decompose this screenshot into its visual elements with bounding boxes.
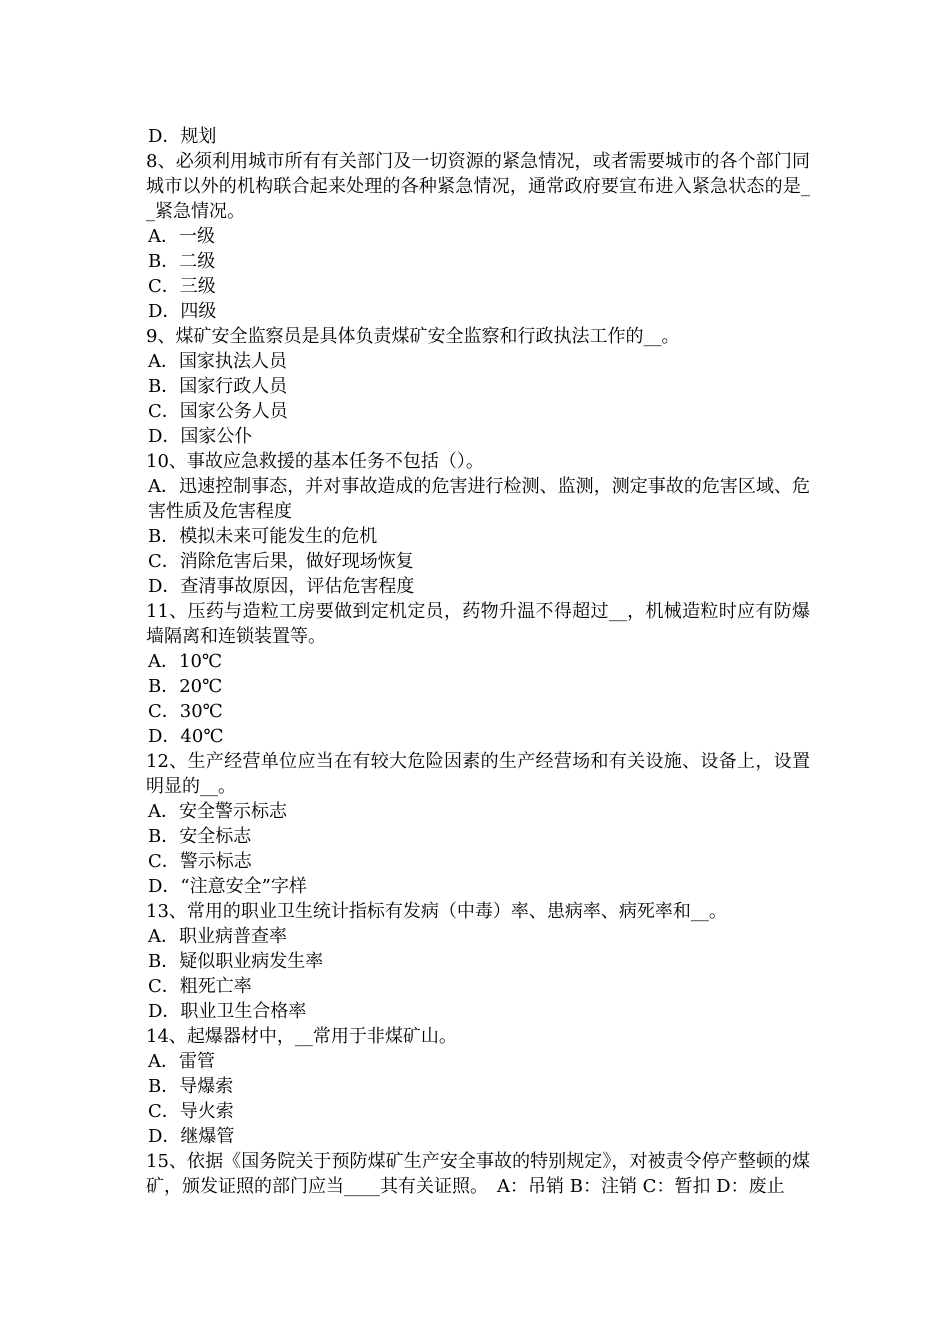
- question-14: [146, 1024, 810, 1149]
- option-b: B．导爆索: [148, 1076, 234, 1097]
- question-9: [146, 324, 810, 449]
- question-stem: 14、起爆器材中，__常用于非煤矿山。: [146, 1026, 457, 1047]
- option-c: C．导火索: [148, 1101, 234, 1122]
- option-q7-d: D．规划: [148, 126, 217, 147]
- question-13: [146, 899, 810, 1024]
- option-d: D．查清事故原因，评估危害程度: [148, 576, 415, 597]
- option-d: D．40℃: [148, 726, 224, 747]
- question-8: [146, 149, 810, 324]
- question-15: [146, 1149, 810, 1199]
- question-stem: 12、生产经营单位应当在有较大危险因素的生产经营场和有关设施、设备上，设置明显的__。: [146, 751, 810, 797]
- option-b: B．国家行政人员: [148, 376, 288, 397]
- option-c: C．警示标志: [148, 851, 252, 872]
- option-b: B．疑似职业病发生率: [148, 951, 324, 972]
- option-c: C．消除危害后果，做好现场恢复: [148, 551, 414, 572]
- option-c: C．国家公务人员: [148, 401, 288, 422]
- option-a: A．雷管: [148, 1051, 215, 1072]
- option-b: B．安全标志: [148, 826, 252, 847]
- option-b: B．20℃: [148, 676, 223, 697]
- question-stem: 9、煤矿安全监察员是具体负责煤矿安全监察和行政执法工作的__。: [146, 326, 680, 347]
- option-d: D．国家公仆: [148, 426, 253, 447]
- question-stem: 8、必须利用城市所有有关部门及一切资源的紧急情况，或者需要城市的各个部门同城市以外的机构联合起来处理的各种紧急情况，通常政府要宣布进入紧急状态的是__紧急情况。: [146, 151, 810, 222]
- question-stem: 11、压药与造粒工房要做到定机定员，药物升温不得超过__，机械造粒时应有防爆墙隔离和连锁装置等。: [146, 601, 810, 647]
- option-a: A．安全警示标志: [148, 801, 287, 822]
- option-c: C．三级: [148, 276, 216, 297]
- question-12: [146, 749, 810, 899]
- option-c: C．30℃: [148, 701, 223, 722]
- document-page: [146, 124, 810, 1199]
- option-a: A．一级: [148, 226, 215, 247]
- question-11: [146, 599, 810, 749]
- option-c: C．粗死亡率: [148, 976, 252, 997]
- option-a: A．职业病普查率: [148, 926, 287, 947]
- question-stem: 15、依据《国务院关于预防煤矿生产安全事故的特别规定》，对被责令停产整顿的煤矿，颁发证照的部门应当____其有关证照。 A：吊销 B：注销 C：暂扣 D：废止: [146, 1151, 810, 1197]
- option-d: D．继爆管: [148, 1126, 235, 1147]
- option-d: D．“注意安全”字样: [148, 876, 307, 897]
- option-a: A．10℃: [148, 651, 223, 672]
- question-stem: 10、事故应急救援的基本任务不包括（）。: [146, 451, 484, 472]
- option-b: B．二级: [148, 251, 216, 272]
- option-d: D．四级: [148, 301, 217, 322]
- option-a: A．迅速控制事态，并对事故造成的危害进行检测、监测，测定事故的危害区域、危害性质及危害程度: [148, 476, 810, 522]
- option-d: D．职业卫生合格率: [148, 1001, 307, 1022]
- option-a: A．国家执法人员: [148, 351, 287, 372]
- option-b: B．模拟未来可能发生的危机: [148, 526, 378, 547]
- question-10: [146, 449, 810, 599]
- question-stem: 13、常用的职业卫生统计指标有发病（中毒）率、患病率、病死率和__。: [146, 901, 727, 922]
